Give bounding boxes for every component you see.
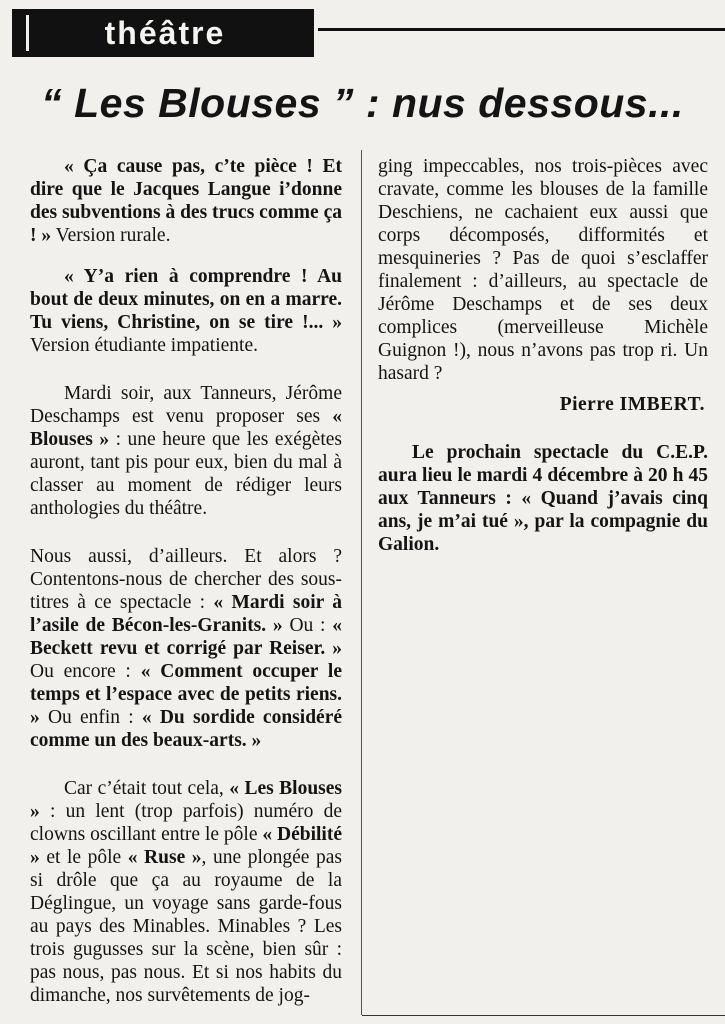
paragraph-student	[30, 265, 342, 357]
keyword-run: « Ruse »	[127, 847, 202, 868]
text-run: Mardi soir, aux Tanneurs, Jérôme Deschamps est venu proposer ses	[30, 383, 342, 427]
paragraph-tuesday	[30, 382, 342, 520]
subtitle-1: « Mardi soir à l’asile de Bécon-les-Granits. »	[30, 592, 342, 636]
quote-rural: « Ça cause pas, c’te pièce ! Et dire que le Jacques Langue i’donne des subventions à des trucs comme ça ! »	[30, 156, 342, 246]
keyword-run: « Débilité »	[30, 824, 342, 868]
text-run: , une plongée pas si drôle que ça au royaume de la Déglingue, un voyage sans garde-fous au pays des Minables. Minables ? Les trois gugusses sur la scène, bien sûr : pas nous, pas nous. Et si nos habits du dimanche, nos survêtements de jog-	[30, 847, 342, 1006]
subtitle-3: « Comment occuper le temps et l’espace avec de petits riens. »	[30, 661, 343, 728]
section-label: théâtre	[104, 14, 226, 51]
next-show-note: Le prochain spectacle du C.E.P. aura lieu le mardi 4 décembre à 20 h 45 aux Tanneurs : « Quand j’avais cinq ans, je m’ai tué », par la compagnie du Galion.	[378, 442, 708, 555]
subtitle-2: « Beckett revu et corrigé par Reiser. »	[30, 615, 343, 659]
subtitle-4: « Du sordide considéré comme un des beaux-arts. »	[30, 707, 342, 751]
text-run: Nous aussi, d’ailleurs. Et alors ? Contentons-nous de chercher des sous-titres à ce spectacle :	[30, 546, 342, 613]
article-headline: “ Les Blouses ” : nus dessous...	[41, 80, 684, 126]
bottom-rule	[362, 1015, 725, 1016]
text-run: Ou enfin :	[39, 707, 142, 728]
text-run: Ou :	[282, 615, 333, 636]
text-run: Car c’était tout cela,	[64, 778, 230, 799]
column-divider	[361, 150, 362, 1015]
label-rural: Version rurale.	[51, 225, 171, 246]
article-column-2	[378, 155, 708, 556]
text-run: : un lent (trop parfois) numéro de clowns oscillant entre le pôle	[30, 801, 342, 845]
title-run: « Les Blouses »	[30, 778, 342, 822]
article-column-1	[30, 155, 342, 1007]
text-run: Ou encore :	[30, 661, 141, 682]
label-student: Version étudiante impatiente.	[30, 335, 258, 356]
text-run: et le pôle	[39, 847, 128, 868]
author-signature: Pierre IMBERT.	[559, 394, 705, 415]
section-label-box	[12, 9, 314, 57]
paragraph-rural	[30, 155, 342, 247]
text-run: : une heure que les exégètes auront, tant pis pour eux, bien du mal à classer au moment de rédiger leurs anthologies du théâtre.	[30, 429, 342, 519]
paragraph-subtitles	[30, 545, 342, 752]
quote-student: « Y’a rien à comprendre ! Au bout de deux minutes, on en a marre. Tu viens, Christine, on se tire !... »	[30, 266, 342, 333]
header-rule	[318, 28, 725, 31]
paragraph-review	[30, 777, 342, 1007]
title-run: « Blouses »	[30, 406, 342, 450]
paragraph-continuation: ging impeccables, nos trois-pièces avec cravate, comme les blouses de la famille Deschiens, ne cachaient eux aussi que corps décomposés, difformités et mesquineries ? Pas de quoi s’esclaffer finalement : d’ailleurs, au spectacle de Jérôme Deschamps et de ses deux complices (merveilleuse Michèle Guignon !), nous n’avons pas trop ri. Un hasard ?	[378, 156, 708, 384]
